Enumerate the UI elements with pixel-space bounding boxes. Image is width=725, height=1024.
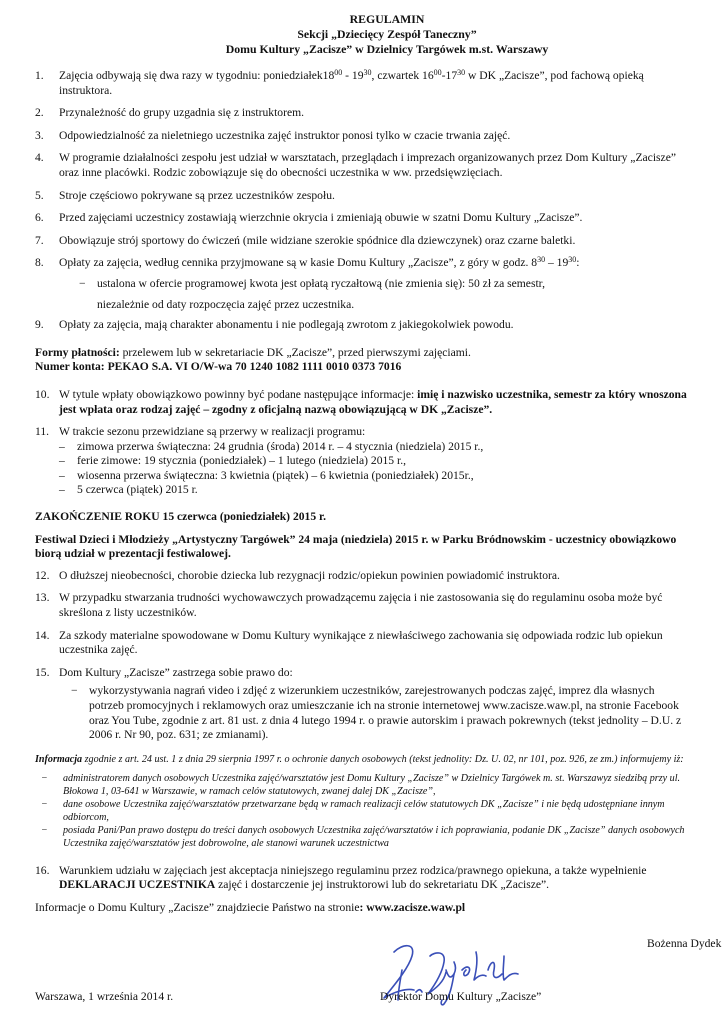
- rule-number: 13.: [35, 591, 50, 605]
- text-part: w DK „Zacisze”, pod fachową opieką instruktora.: [59, 69, 644, 97]
- rule-text: O dłuższej nieobecności, chorobie dziecka lub rezygnacji rodzic/opiekun powinien powiadomić instruktora.: [59, 568, 560, 582]
- text-part: Dom Kultury „Zacisze” zastrzega sobie prawo do:: [59, 665, 293, 679]
- rule-item-5: [35, 189, 691, 204]
- rule-item-10: [35, 388, 691, 417]
- rule-item-4: [35, 151, 691, 180]
- rule-number: 2.: [35, 106, 44, 120]
- rules-list-2: [35, 388, 691, 498]
- rule-text: Odpowiedzialność za nieletniego uczestnika zajęć instruktor ponosi tylko w czacie trwania zajęć.: [59, 128, 511, 142]
- rule-text: [59, 864, 691, 893]
- rule-number: 11.: [35, 425, 50, 439]
- rule-item-13: [35, 591, 691, 620]
- rules-list-3: [35, 569, 691, 743]
- bank-account: Numer konta: PEKAO S.A. VI O/W-wa 70 1240 1082 1111 0010 0373 7016: [35, 360, 402, 374]
- break-item: [59, 469, 691, 484]
- rule-text: W programie działalności zespołu jest udział w warsztatach, przeglądach i imprezach organizowanych przez Dom Kultury „Zacisze” oraz inne placówki. Rodzic zobowiązuje się do obecności uczestnika w ww. przedsięwzięciach.: [59, 151, 676, 179]
- time-sup: 30: [363, 68, 372, 77]
- payment-text: przelewem lub w sekretariacie DK „Zacisze”, przed pierwszymi zajęciami.: [119, 345, 471, 359]
- place-and-date: Warszawa, 1 września 2014 r.: [35, 990, 174, 1003]
- website-url: : www.zacisze.waw.pl: [359, 900, 466, 914]
- rule-text: Stroje częściowo pokrywane są przez uczestników zespołu.: [59, 188, 335, 202]
- rules-list-1: [35, 69, 691, 333]
- info-text: zgodnie z art. 24 ust. 1 z dnia 29 sierpnia 1997 r. o ochronie danych osobowych (tekst jednolity: Dz. U. 02, nr 101, poz. 926, ze zm.) informujemy iż:: [82, 753, 684, 765]
- text-bold: DEKLARACJI UCZESTNIKA: [59, 878, 216, 892]
- rule-item-8: [35, 256, 691, 312]
- dash-bullet: –: [59, 483, 65, 497]
- rule-item-1: [35, 69, 691, 98]
- break-item: [59, 440, 691, 455]
- dash-bullet: −: [41, 798, 48, 810]
- rule-item-15: [35, 666, 691, 743]
- rule-item-12: [35, 569, 691, 584]
- website-text: Informacje o Domu Kultury „Zacisze” znajdziecie Państwo na stronie: [35, 900, 360, 914]
- rule-text: Za szkody materialne spowodowane w Domu Kultury wynikające z niewłaściwego zachowania się odpowiada rodzic lub opiekun uczestnika zajęć.: [59, 628, 663, 657]
- text-part: Zajęcia odbywają się dwa razy w tygodniu: poniedziałek18: [59, 69, 335, 82]
- dash-bullet: –: [59, 468, 65, 482]
- end-of-year: ZAKOŃCZENIE ROKU 15 czerwca (poniedziałek) 2015 r.: [35, 510, 327, 524]
- rule-text: [59, 388, 691, 417]
- rules-list-4: [35, 864, 691, 893]
- rule-number: 7.: [35, 233, 44, 247]
- rule-number: 5.: [35, 188, 44, 202]
- dash-bullet: −: [71, 684, 78, 698]
- rule-number: 3.: [35, 128, 44, 142]
- rule-text: Przed zajęciami uczestnicy zostawiają wierzchnie okrycia i zmieniają obuwie w szatni Domu Kultury „Zacisze”.: [59, 211, 583, 225]
- rule-text: W przypadku stwarzania trudności wychowawczych prowadzącemu zajęcia i nie zastosowania się do regulaminu osoba może być skreślona z listy uczestników.: [59, 591, 663, 620]
- dash-bullet: –: [59, 454, 65, 468]
- data-protection-info: [35, 753, 691, 850]
- text-part: -17: [441, 69, 458, 82]
- rule-item-6: [35, 211, 691, 226]
- payment-label: Formy płatności:: [35, 345, 120, 359]
- rule-number: 1.: [35, 69, 44, 82]
- rule-number: 15.: [35, 665, 50, 679]
- signatory-name: Bożenna Dydek: [647, 937, 722, 950]
- doc-subtitle: Sekcji „Dziecięcy Zespół Taneczny”: [297, 27, 477, 41]
- rule-text: Opłaty za zajęcia, mają charakter abonamentu i nie podlegają zwrotom z jakiegokolwiek powodu.: [59, 318, 514, 332]
- time-sup: 00: [334, 68, 343, 77]
- break-text: ferie zimowe: 19 stycznia (poniedziałek) – 1 lutego (niedziela) 2015 r.,: [77, 454, 407, 468]
- website-note: [35, 901, 691, 916]
- break-text: wiosenna przerwa świąteczna: 3 kwietnia (piątek) – 6 kwietnia (poniedziałek) 2015r.,: [77, 468, 474, 482]
- time-sup: 30: [457, 68, 466, 77]
- sub-item-text: ustalona w ofercie programowej kwota jest opłatą ryczałtową (nie zmienia się): 50 zł za semestr,: [97, 276, 545, 290]
- text-part: - 19: [342, 69, 364, 82]
- rule-text: [59, 666, 691, 743]
- festival-note: Festiwal Dzieci i Młodzieży „Artystyczny Targówek” 24 maja (niedziela) 2015 r. w Parku Bródnowskim - uczestnicy obowiązkowo biorą udział w prezentacji festiwalowej.: [35, 532, 677, 561]
- time-sup: 30: [537, 255, 546, 265]
- rule-number: 12.: [35, 568, 50, 582]
- sub-item: [59, 684, 691, 742]
- document: [35, 12, 691, 916]
- payment-forms: [35, 346, 691, 361]
- sub-item-continuation: niezależnie od daty rozpoczęcia zajęć przez uczestnika.: [97, 297, 355, 311]
- dash-bullet: −: [79, 276, 86, 290]
- rule-item-3: [35, 129, 691, 144]
- text-part: – 19: [545, 256, 569, 270]
- rule-item-14: [35, 629, 691, 658]
- rule-text: [59, 425, 691, 498]
- text-part: Opłaty za zajęcia, według cennika przyjmowane są w kasie Domu Kultury „Zacisze”, z góry w godz. 8: [59, 256, 538, 270]
- info-bullet-text: posiada Pani/Pan prawo dostępu do treści danych osobowych Uczestnika zajęć/warsztatów i ich poprawiania, podanie DK „Zacisze” danych osobowych Uczestnika zajęć/warsztatów jest dobrowolne, ale stanowi warunek uczestnictwa: [63, 824, 685, 849]
- rule-item-7: [35, 234, 691, 249]
- signatory-role: Dyrektor Domu Kultury „Zacisze”: [380, 990, 542, 1003]
- rule-item-11: [35, 425, 691, 498]
- dash-bullet: −: [41, 824, 48, 836]
- rule-number: 6.: [35, 211, 44, 225]
- info-bullet-text: dane osobowe Uczestnika zajęć/warsztatów przetwarzane będą w ramach realizacji celów statutowych DK „Zacisze” i nie będą udostępniane innym odbiorcom,: [63, 798, 665, 823]
- rule-number: 10.: [35, 387, 50, 401]
- break-text: 5 czerwca (piątek) 2015 r.: [77, 483, 198, 497]
- info-label: Informacja: [35, 753, 83, 765]
- time-sup: 00: [433, 68, 442, 77]
- title-block: [83, 12, 691, 57]
- dash-bullet: −: [41, 772, 48, 784]
- sub-item-text: wykorzystywania nagrań video i zdjęć z wizerunkiem uczestników, zarejestrowanych podczas zajęć, imprez dla własnych potrzeb promocyjnych i reklamowych oraz umieszczanie ich na stronie internetowej www.zacisze.waw.pl, na stronie Facebook oraz You Tube, zgodnie z art. 81 ust. z dnia 4 lutego 1994 r. o prawie autorskim i prawach pokrewnych (tekst jednolity – D.U. z 2006 r. Nr 90, poz. 631; ze zmianami).: [89, 684, 682, 742]
- doc-subtitle-2: Domu Kultury „Zacisze” w Dzielnicy Targówek m.st. Warszawy: [225, 42, 549, 56]
- rule-number: 4.: [35, 151, 44, 165]
- rule-text: Przynależność do grupy uzgadnia się z instruktorem.: [59, 106, 305, 120]
- text-part: , czwartek 16: [371, 69, 434, 82]
- doc-title: REGULAMIN: [349, 12, 425, 26]
- payment-section: [35, 346, 691, 375]
- rule-text: [59, 256, 691, 312]
- text-bold: imię i nazwisko uczestnika, semestr za który wnoszona jest wpłata oraz rodzaj zajęć – zgodny z oficjalną nazwą obowiązującą w DK „Zacisze”.: [59, 387, 687, 416]
- break-item: [59, 483, 691, 498]
- break-item: [59, 454, 691, 469]
- dash-bullet: –: [59, 439, 65, 453]
- info-bullet: [35, 824, 691, 850]
- text-part: W trakcie sezonu przewidziane są przerwy w realizacji programu:: [59, 425, 366, 439]
- rule-text: Obowiązuje strój sportowy do ćwiczeń (mile widziane szerokie spódnice dla dziewczynek) oraz czarne baletki.: [59, 233, 576, 247]
- rule-item-9: [35, 318, 691, 333]
- rule-number: 8.: [35, 256, 44, 270]
- text-part: zajęć i dostarczenie jej instruktorowi lub do sekretariatu DK „Zacisze”.: [215, 878, 550, 892]
- info-bullet-text: administratorem danych osobowych Uczestnika zajęć/warsztatów jest Domu Kultury „Zacisze” w Dzielnicy Targówek m. st. Warszawyz siedzibą przy ul. Błokowa 1, 03-641 w Warszawie, w ramach celów statutowych, zwanej dalej DK „Zacisze”,: [63, 772, 681, 797]
- text-part: :: [576, 256, 580, 270]
- info-intro: [35, 753, 691, 766]
- breaks-list: [59, 440, 691, 498]
- rule-text: [59, 69, 691, 98]
- rule-number: 14.: [35, 628, 50, 642]
- rule-number: 16.: [35, 863, 50, 877]
- break-text: zimowa przerwa świąteczna: 24 grudnia (środa) 2014 r. – 4 stycznia (niedziela) 2015 r.,: [77, 439, 484, 453]
- sub-item: [59, 277, 691, 292]
- rule-item-16: [35, 864, 691, 893]
- rule-item-2: [35, 106, 691, 121]
- time-sup: 30: [568, 255, 577, 265]
- rule-number: 9.: [35, 318, 44, 332]
- text-part: W tytule wpłaty obowiązkowo powinny być podane następujące informacje:: [59, 387, 418, 401]
- info-bullet: [35, 772, 691, 798]
- info-bullet: [35, 798, 691, 824]
- text-part: Warunkiem udziału w zajęciach jest akceptacja niniejszego regulaminu przez rodzica/prawnego opiekuna, a także wypełnienie: [59, 863, 647, 877]
